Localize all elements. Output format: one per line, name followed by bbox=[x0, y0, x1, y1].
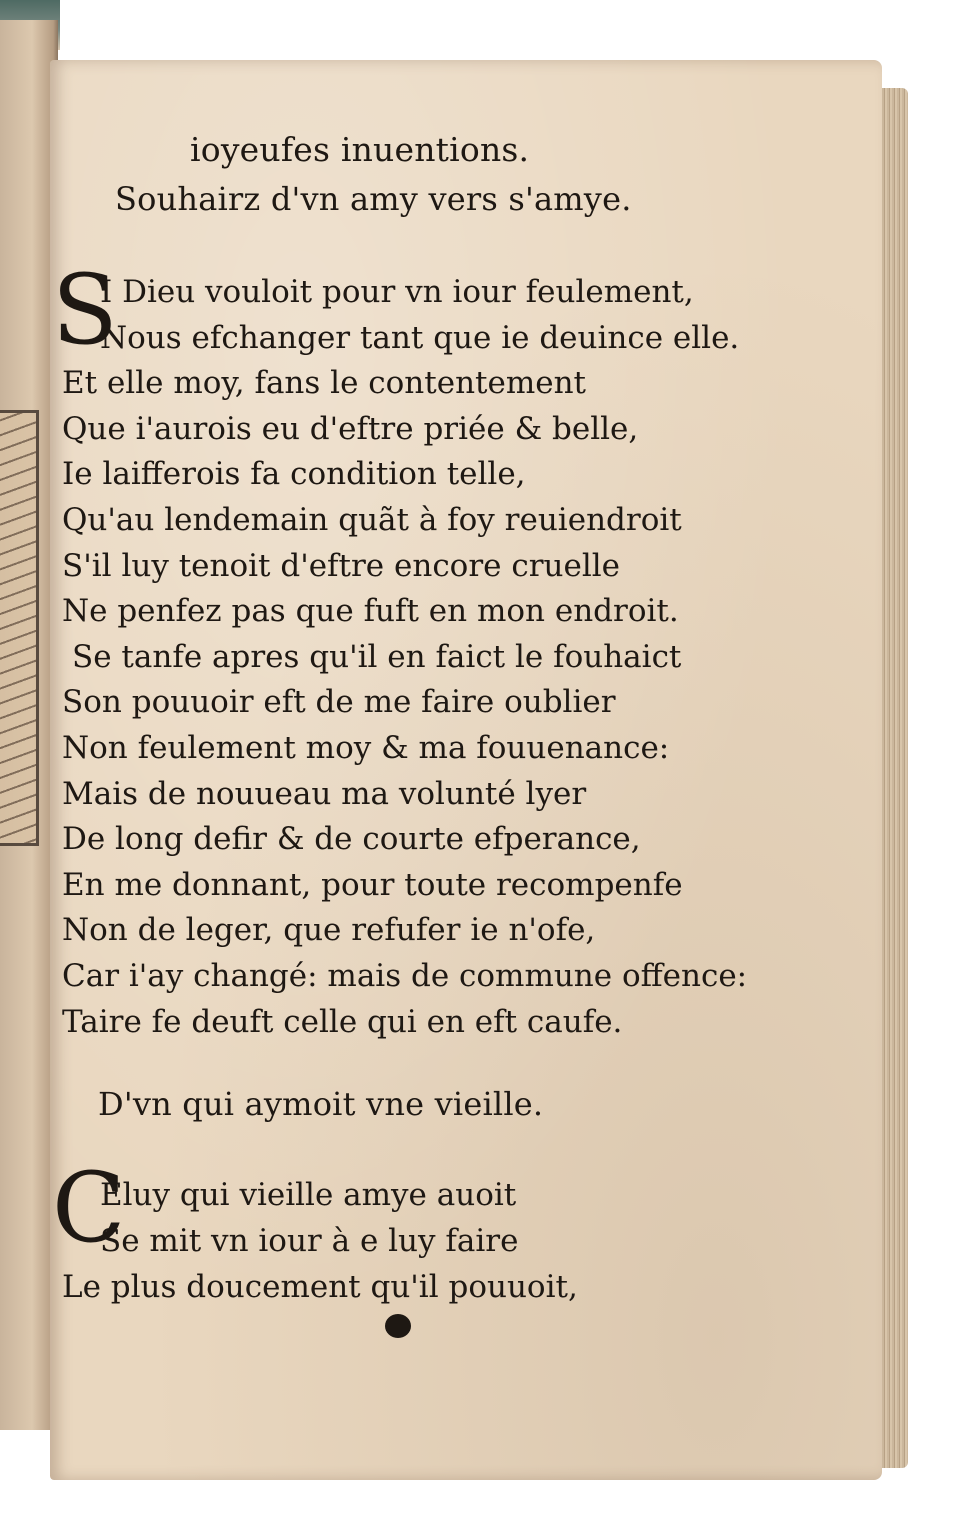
poem-2-lines bbox=[62, 1172, 822, 1310]
poem-line: Et elle moy, fans le contentement bbox=[62, 365, 587, 402]
poem-line: Qu'au lendemain quãt à foy reuiendroit bbox=[62, 501, 682, 538]
poem-1-lines bbox=[62, 270, 822, 1045]
dropcap-c: C bbox=[52, 1152, 126, 1264]
poem-line: De long defir & de courte efperance, bbox=[62, 821, 641, 858]
poem-title-2: D'vn qui aymoit vne vieille. bbox=[98, 1085, 544, 1123]
poem-title-1: Souhairz d'vn amy vers s'amye. bbox=[115, 180, 632, 218]
poem-line: Le plus doucement qu'il pouuoit, bbox=[62, 1269, 578, 1305]
poem-line: Ne penfez pas que fuft en mon endroit. bbox=[62, 593, 679, 630]
poem-line: Taire fe deuft celle qui en eft caufe. bbox=[62, 1003, 623, 1040]
poem-line: Que i'aurois eu d'eftre priée & belle, bbox=[62, 410, 639, 447]
poem-line: Se tanfe apres qu'il en faict le fouhaict bbox=[72, 638, 682, 675]
poem-line: S'il luy tenoit d'eftre encore cruelle bbox=[62, 547, 621, 584]
poem-line: Non feulement moy & ma fouuenance: bbox=[62, 729, 670, 766]
poem-line: Car i'ay changé: mais de commune offence: bbox=[62, 957, 748, 994]
woodcut-fragment bbox=[0, 410, 39, 846]
poem-line: Son pouuoir eft de me faire oublier bbox=[62, 684, 616, 721]
poem-line: Mais de nouueau ma volunté lyer bbox=[62, 775, 587, 812]
poem-line: Nous efchanger tant que ie deuince elle. bbox=[100, 319, 740, 356]
ink-blot-ornament bbox=[385, 1314, 411, 1338]
poem-line: Ie laifferois fa condition telle, bbox=[62, 456, 526, 493]
running-head: ioyeufes inuentions. bbox=[190, 130, 530, 169]
poem-line: Eluy qui vieille amye auoit bbox=[100, 1177, 517, 1213]
dropcap-s: S bbox=[52, 254, 118, 366]
poem-line: Se mit vn iour à e luy faire bbox=[100, 1223, 519, 1259]
poem-line: Non de leger, que refufer ie n'ofe, bbox=[62, 912, 596, 949]
poem-line: I Dieu vouloit pour vn iour feulement, bbox=[100, 274, 694, 310]
poem-line: En me donnant, pour toute recompenfe bbox=[62, 866, 683, 903]
